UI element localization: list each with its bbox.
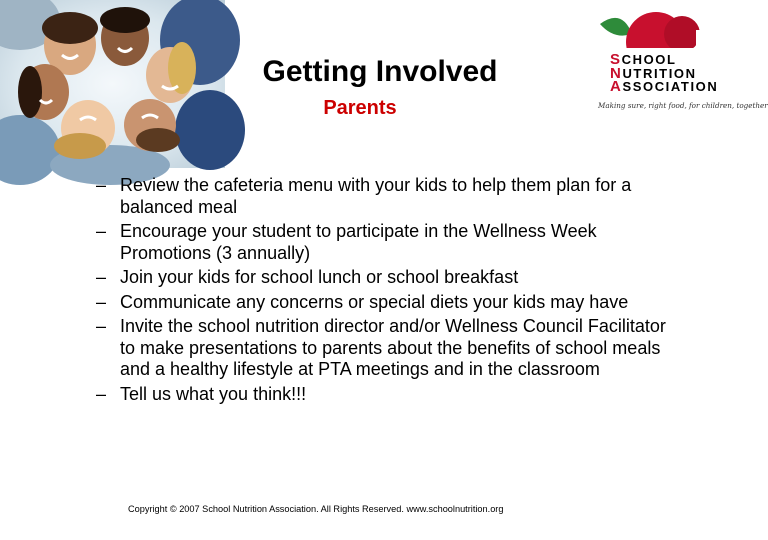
leaf-icon — [600, 18, 632, 36]
logo-line-association: ASSOCIATION — [610, 78, 719, 95]
bullet-item: – Encourage your student to participate in the Wellness Week Promotions (3 annually) — [96, 221, 597, 263]
bullet-item: – Invite the school nutrition director and/or Wellness Council Facilitator to make presentations to parents about the benefits of school meals and a healthy lifestyle at PTA meetings and in the classroom — [96, 316, 666, 379]
slide-subtitle: Parents — [323, 97, 397, 119]
bullet-item: – Tell us what you think!!! — [96, 383, 307, 404]
sna-logo-wordmark — [610, 53, 718, 94]
logo-tagline: Making sure, right food, for children, together — [598, 101, 768, 110]
slide-title: Getting Involved — [262, 55, 498, 88]
children-huddle-photo — [0, 0, 225, 168]
logo-line-school: SCHOOL — [610, 51, 677, 68]
bullet-item: – Review the cafeteria menu with your kids to help them plan for a balanced meal — [96, 175, 632, 217]
bullet-list — [96, 175, 676, 408]
bullet-item: – Join your kids for school lunch or school breakfast — [96, 267, 519, 287]
logo-line-nutrition: NUTRITION — [610, 64, 697, 82]
children-huddle-illustration — [0, 0, 225, 168]
copyright-footer: Copyright © 2007 School Nutrition Association. All Rights Reserved. www.schoolnutrition.org — [128, 504, 504, 514]
bullet-item: – Communicate any concerns or special diets your kids may have — [96, 291, 629, 312]
